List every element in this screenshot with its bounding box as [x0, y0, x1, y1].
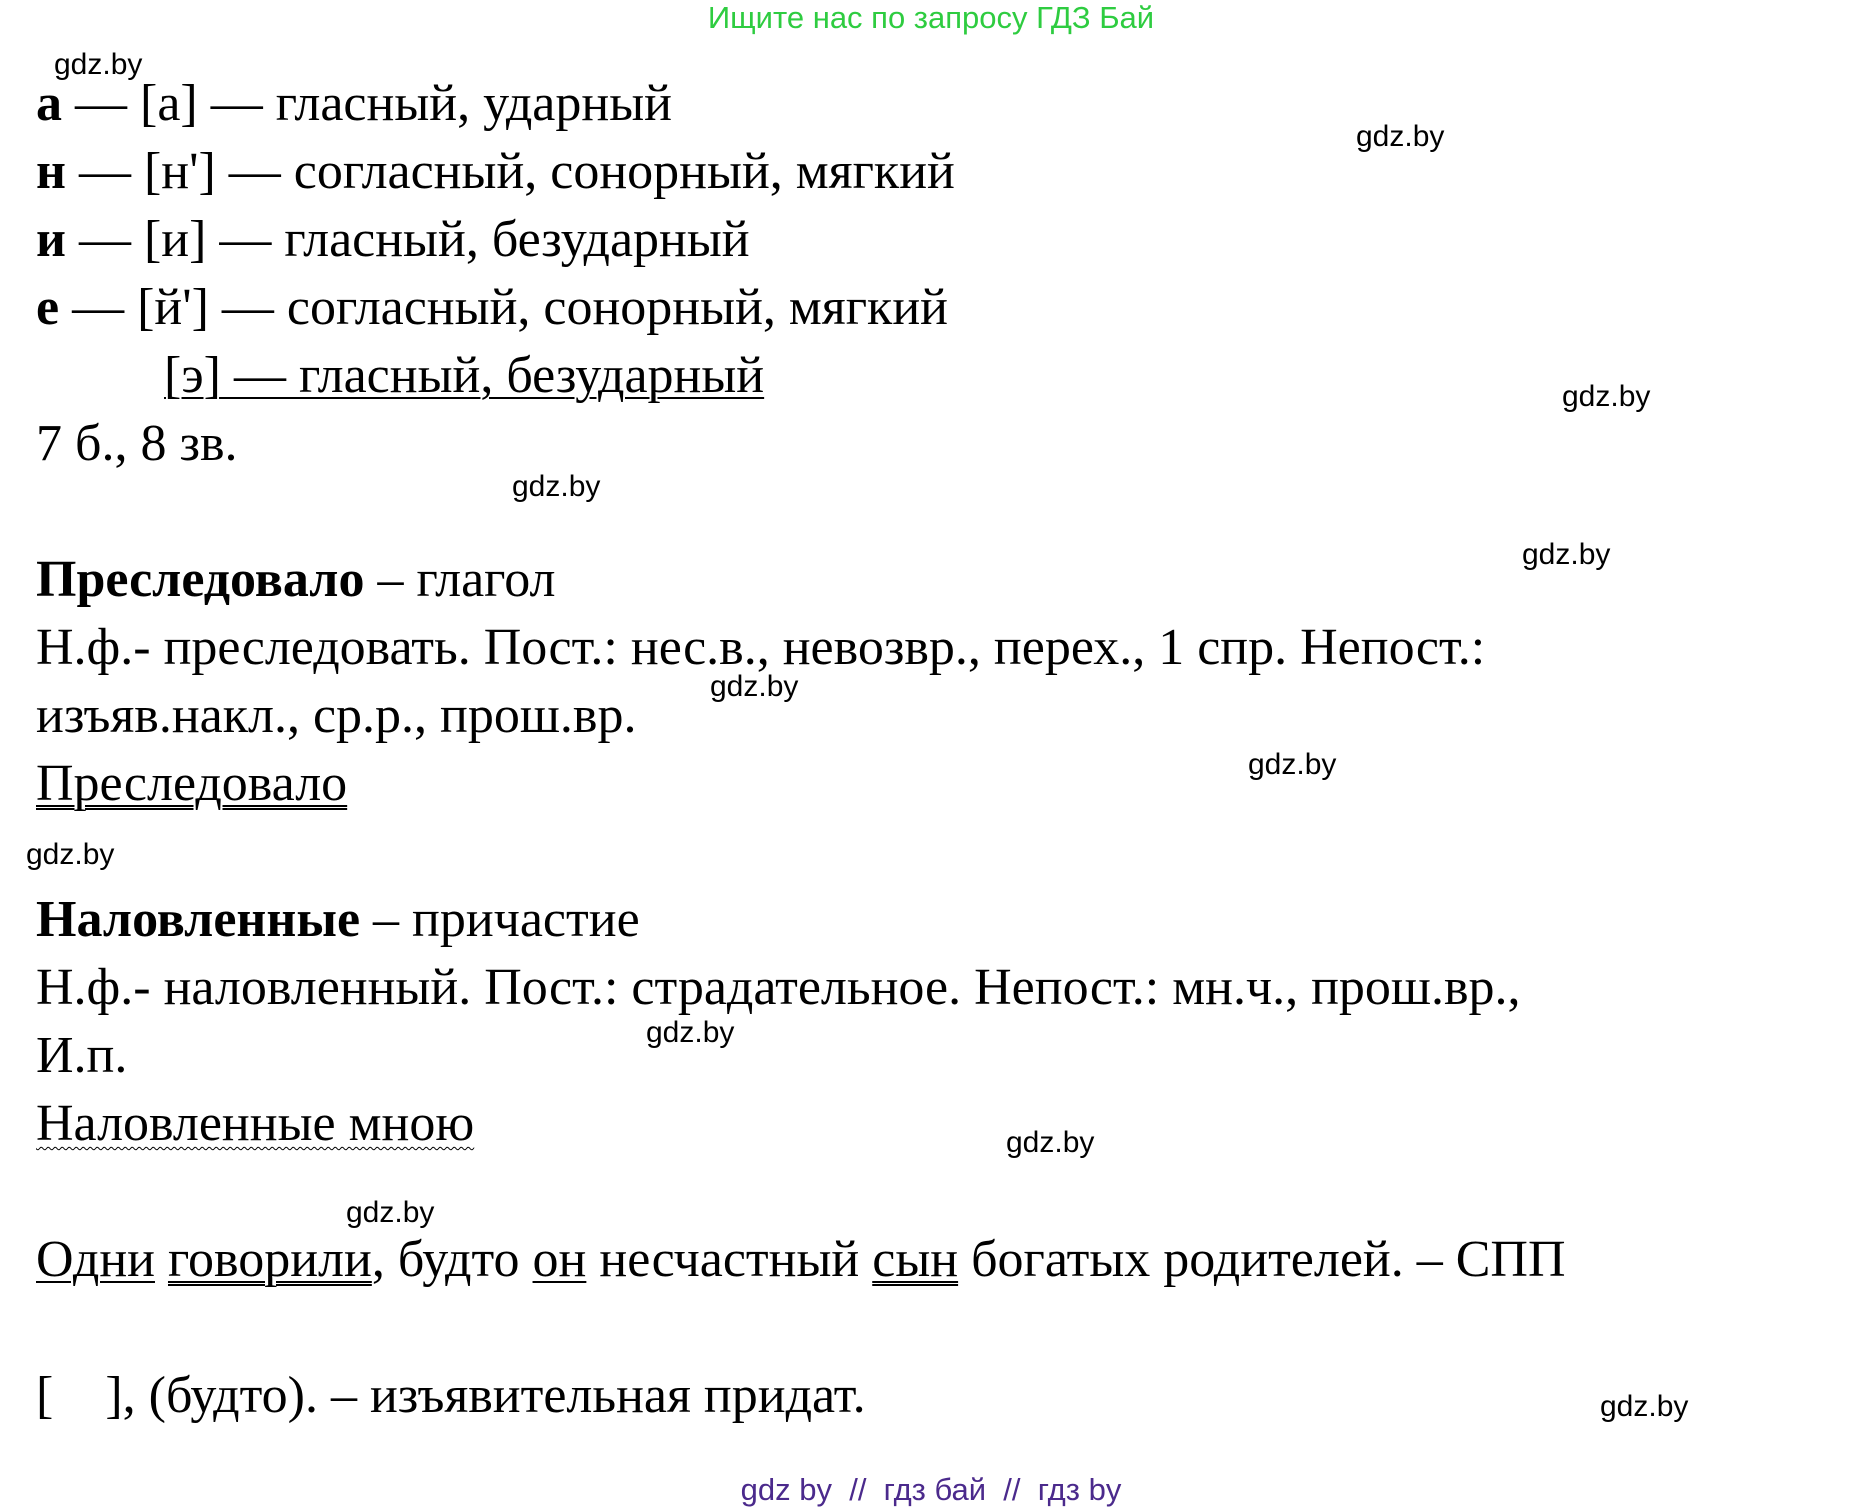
participle-heading — [36, 891, 640, 948]
sound-description: — [й'] — согласный, сонорный, мягкий — [59, 279, 948, 336]
search-banner: Ищите нас по запросу ГДЗ Бай — [707, 0, 1155, 35]
watermark: gdz.by — [710, 670, 799, 703]
sound-description: [э] — гласный, безударный — [164, 347, 765, 404]
letter: е — [36, 279, 60, 336]
letter-sound-count: 7 б., 8 зв. — [36, 415, 238, 472]
watermark: gdz.by — [346, 1196, 435, 1229]
phonetic-line — [36, 279, 948, 336]
sound-description: — [и] — гласный, безударный — [65, 211, 750, 268]
verb-syntactic-role: Преследовало — [36, 755, 348, 812]
sound-description: — [а] — гласный, ударный — [62, 75, 672, 132]
participle-syntactic-role: Наловленные мною — [36, 1095, 475, 1152]
letter: а — [36, 75, 62, 132]
sound-description: — [н'] — согласный, сонорный, мягкий — [65, 143, 955, 200]
watermark: gdz.by — [646, 1016, 735, 1049]
participle-features-line: И.п. — [36, 1027, 128, 1084]
predicate-word: говорили — [167, 1231, 372, 1288]
verb-features-line: изъяв.накл., ср.р., прош.вр. — [36, 687, 637, 744]
predicate-word: сын — [872, 1231, 959, 1288]
phonetic-line — [36, 75, 672, 132]
sentence-text: богатых родителей. – СПП — [958, 1231, 1566, 1288]
watermark: gdz.by — [1006, 1126, 1095, 1159]
watermark: gdz.by — [1600, 1390, 1689, 1423]
watermark: gdz.by — [1248, 748, 1337, 781]
verb-word: Преследовало — [36, 551, 365, 608]
letter: н — [36, 143, 66, 200]
watermark: gdz.by — [1356, 120, 1445, 153]
participle-features-line: Н.ф.- наловленный. Пост.: страдательное. Непост.: мн.ч., прош.вр., — [36, 959, 1521, 1016]
verb-heading — [36, 551, 556, 608]
watermark: gdz.by — [26, 838, 115, 871]
watermark: gdz.by — [512, 470, 601, 503]
watermark: gdz.by — [54, 48, 143, 81]
phonetic-line — [36, 211, 750, 268]
phonetic-line — [36, 347, 765, 404]
sentence — [36, 1231, 1566, 1288]
sentence-text: , будто — [371, 1231, 533, 1288]
subject-word: он — [532, 1231, 587, 1288]
verb-pos: – глагол — [364, 551, 556, 608]
participle-word: Наловленные — [36, 891, 361, 948]
subject-word: Одни — [36, 1231, 155, 1288]
letter: и — [36, 211, 66, 268]
watermark: gdz.by — [1562, 380, 1651, 413]
phonetic-line — [36, 143, 955, 200]
sentence-text: несчастный — [586, 1231, 873, 1288]
watermark: gdz.by — [1522, 538, 1611, 571]
participle-pos: – причастие — [360, 891, 640, 948]
verb-features-line: Н.ф.- преследовать. Пост.: нес.в., невозвр., перех., 1 спр. Непост.: — [36, 619, 1486, 676]
sentence-scheme: [ ], (будто). – изъявительная придат. — [36, 1367, 866, 1424]
footer-links: gdz by // гдз бай // гдз by — [740, 1472, 1122, 1507]
